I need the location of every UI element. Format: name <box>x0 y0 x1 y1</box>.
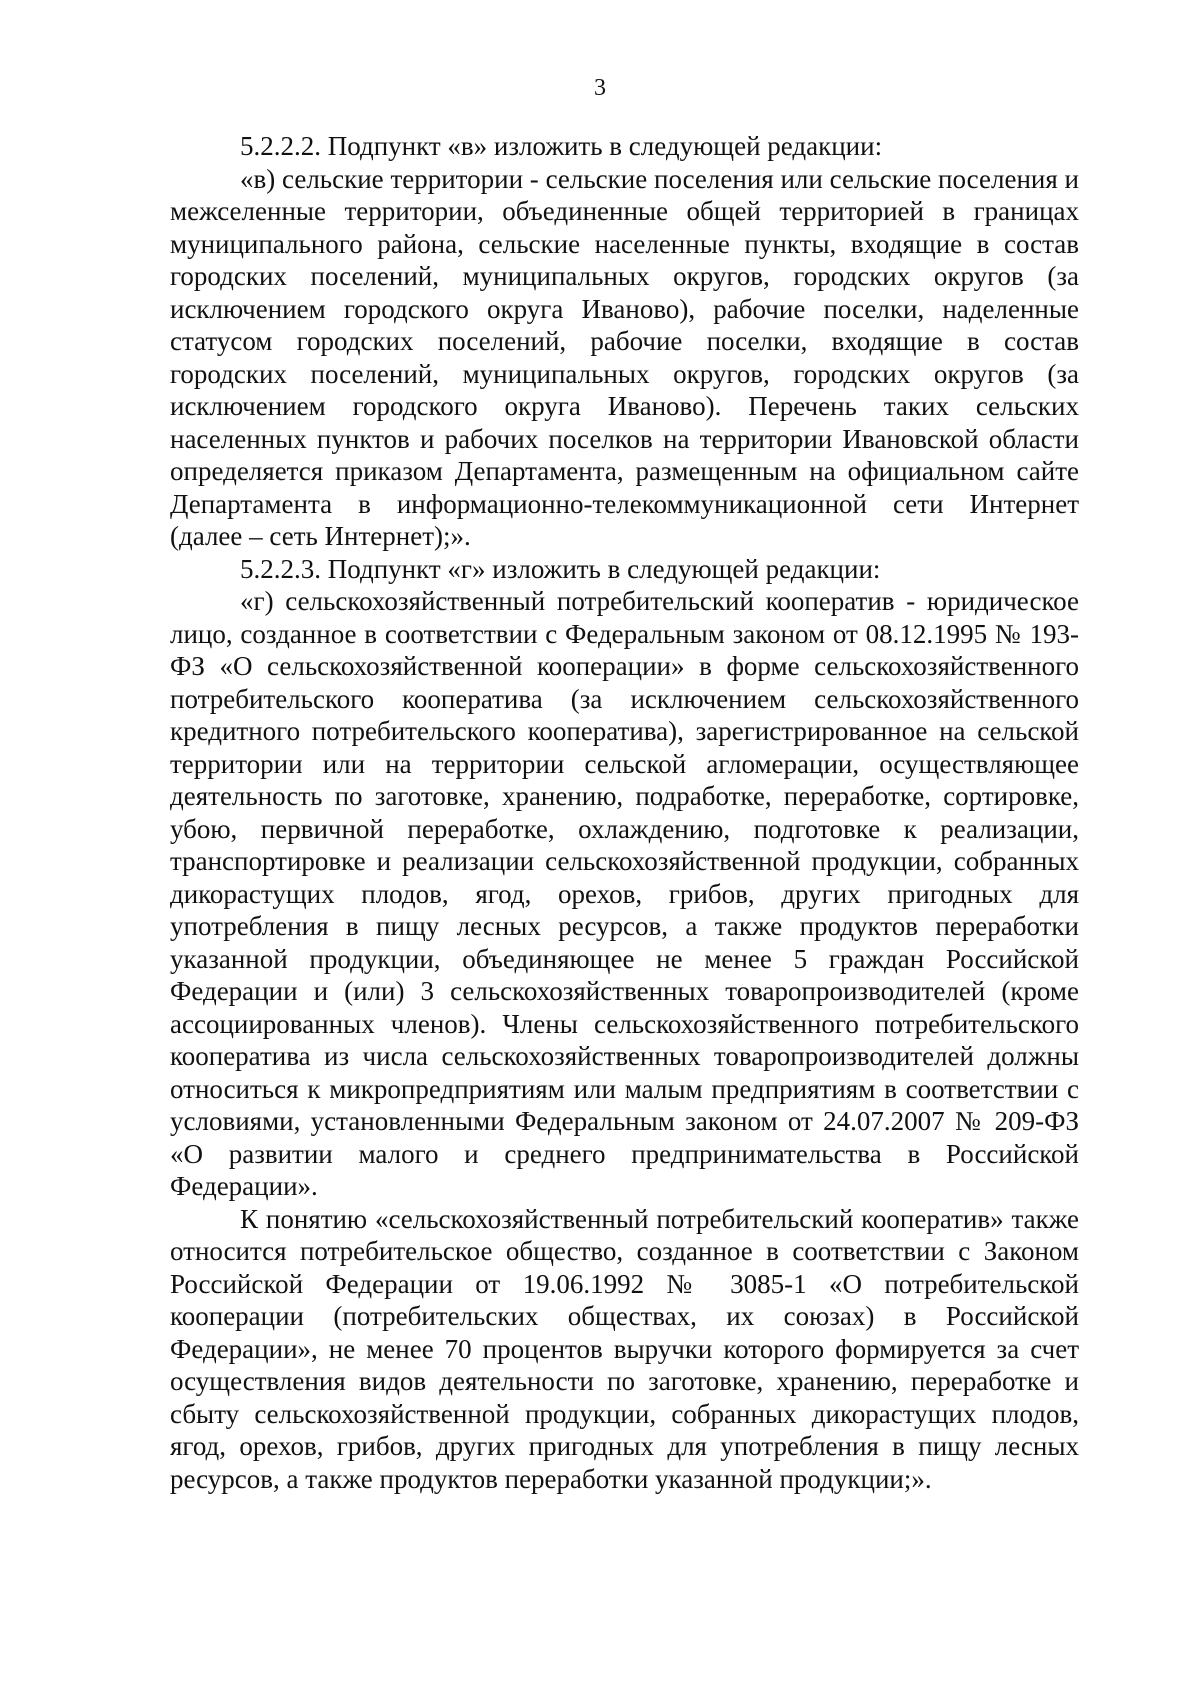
page-number: 3 <box>594 75 606 101</box>
paragraph-5-2-2-3-heading: 5.2.2.3. Подпункт «г» изложить в следующей редакции: <box>240 553 881 584</box>
paragraph-cooperative-concept: К понятию «сельскохозяйственный потребительский кооператив» также относится потребительское общество, созданное в соответствии с Законом Российской Федерации от 19.06.1992 № 3085-1 «О потребительской кооперации (потребительских обществах, их союзах) в Российской Федерации», не менее 70 процентов выручки которого формируется за счет осуществления видов деятельности по заготовке, хранению, переработке и сбыту сельскохозяйственной продукции, собранных дикорастущих плодов, ягод, орехов, грибов, других пригодных для употребления в пищу лесных ресурсов, а также продуктов переработки указанной продукции;». <box>170 1203 1079 1494</box>
document-body <box>170 130 1079 1495</box>
paragraph-5-2-2-2-heading: 5.2.2.2. Подпункт «в» изложить в следующей редакции: <box>240 131 883 161</box>
paragraph-subitem-g-text: «г) сельскохозяйственный потребительский кооператив - юридическое лицо, созданное в соответствии с Федеральным законом от 08.12.1995 № 193-ФЗ «О сельскохозяйственной кооперации» в форме сельскохозяйственного потребительского кооператива (за исключением сельскохозяйственного кредитного потребительского кооператива), зарегистрированное на сельской территории или на территории сельской агломерации, осуществляющее деятельность по заготовке, хранению, подработке, переработке, сортировке, убою, первичной переработке, охлаждению, подготовке к реализации, транспортировке и реализации сельскохозяйственной продукции, собранных дикорастущих плодов, ягод, орехов, грибов, других пригодных для употребления в пищу лесных ресурсов, а также продуктов переработки указанной продукции, объединяющее не менее 5 граждан Российской Федерации и (или) 3 сельскохозяйственных товаропроизводителей (кроме ассоциированных членов). Члены сельскохозяйственного потребительского кооператива из числа сельскохозяйственных товаропроизводителей должны относиться к микропредприятиям или малым предприятиям в соответствии с условиями, установленными Федеральным законом от 24.07.2007 № 209-ФЗ «О развитии малого и среднего предпринимательства в Российской Федерации». <box>170 586 1079 1201</box>
paragraph-subitem-v-text: «в) сельские территории - сельские поселения или сельские поселения и межселенные территории, объединенные общей территорией в границах муниципального района, сельские населенные пункты, входящие в состав городских поселений, муниципальных округов, городских округов (за исключением городского округа Иваново), рабочие поселки, наделенные статусом городских поселений, рабочие поселки, входящие в состав городских поселений, муниципальных округов, городских округов (за исключением городского округа Иваново). Перечень таких сельских населенных пунктов и рабочих поселков на территории Ивановской области определяется приказом Департамента, размещенным на официальном сайте Департамента в информационно-телекоммуникационной сети Интернет (далее – сеть Интернет);». <box>170 163 1079 551</box>
